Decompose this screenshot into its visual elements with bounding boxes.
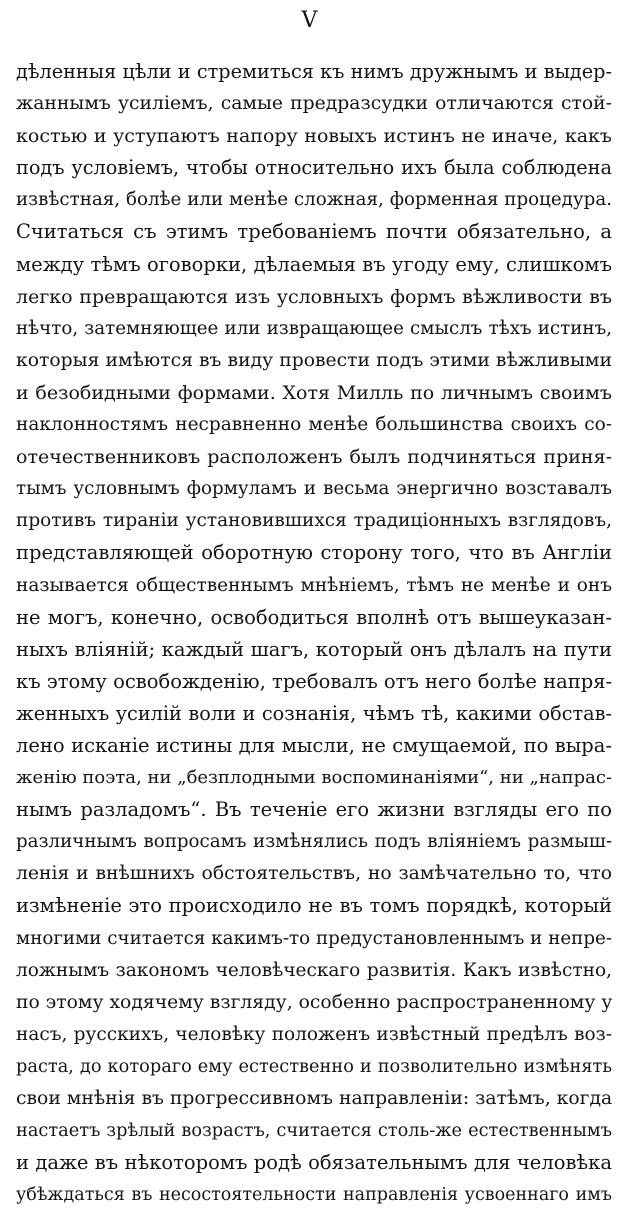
text-line: ложнымъ закономъ человѣческаго развитія. Какъ извѣстно, <box>16 959 612 981</box>
text-line: легко превращаются изъ условныхъ формъ вѣжливости въ <box>16 285 612 308</box>
text-line: убѣждаться въ несостоятельности направленія усвоеннаго имъ <box>16 1185 612 1206</box>
text-line: женію поэта, ни „безплодными воспоминаніями“, ни „напрас- <box>16 767 612 789</box>
text-line: различнымъ вопросамъ измѣнялись подъ вліяніемъ размыш- <box>16 831 612 853</box>
text-line: ленія и внѣшнихъ обстоятельствъ, но замѣчательно то, что <box>16 863 612 885</box>
text-line: свои мнѣнія въ прогрессивномъ направленіи: затѣмъ, когда <box>16 1088 612 1109</box>
page-number: V <box>301 8 319 33</box>
text-line: насъ, русскихъ, человѣку положенъ извѣстный предѣлъ воз- <box>16 1023 612 1045</box>
text-line: костью и уступаютъ напору новыхъ истинъ не иначе, какъ <box>16 125 612 148</box>
text-line: по этому ходячему взгляду, особенно распространенному у <box>16 991 612 1013</box>
text-line: называется общественнымъ мнѣніемъ, тѣмъ не менѣе и онъ <box>16 574 612 596</box>
text-line: которыя имѣются въ виду провести подъ этими вѣжливыми <box>16 349 612 371</box>
text-line: и безобидными формами. Хотя Милль по личнымъ своимъ <box>16 381 612 404</box>
text-line: жаннымъ усиліемъ, самые предразсудки отличаются стой- <box>16 93 612 115</box>
text-line: наклонностямъ несравненно менѣе большинства своихъ со- <box>16 414 612 436</box>
text-line: Считаться съ этимъ требованіемъ почти обязательно, а <box>16 220 612 244</box>
text-line: настаетъ зрѣлый возрастъ, считается столь-же естественнымъ <box>16 1121 612 1142</box>
text-line: подъ условіемъ, чтобы относительно ихъ была соблюдена <box>16 156 612 180</box>
text-line: нѣчто, затемняющее или извращающее смыслъ тѣхъ истинъ, <box>16 317 612 339</box>
text-line: лено исканіе истины для мысли, не смущаемой, по выра- <box>16 733 612 757</box>
text-line: ныхъ вліяній; каждый шагъ, который онъ дѣлалъ на пути <box>16 637 612 661</box>
text-line: дѣленныя цѣли и стремиться къ нимъ дружнымъ и выдер- <box>16 60 612 83</box>
text-line: извѣстная, болѣе или менѣе сложная, форменная процедура. <box>16 189 612 211</box>
text-line: противъ тираніи установившихся традиціонныхъ взглядовъ, <box>16 510 612 532</box>
text-line: къ этому освобожденію, требовалъ отъ него болѣе напря- <box>16 669 612 693</box>
text-line: и даже въ нѣкоторомъ родѣ обязательнымъ для человѣка <box>16 1151 612 1175</box>
text-line: не могъ, конечно, освободиться вполнѣ отъ вышеуказан- <box>16 605 612 629</box>
text-line: раста, до котораго ему естественно и позволительно измѣнять <box>16 1056 612 1077</box>
text-line: тымъ условнымъ формуламъ и весьма энергично возставалъ <box>16 478 612 500</box>
text-line: измѣненіе это происходило не въ томъ порядкѣ, который <box>16 894 612 918</box>
text-line: между тѣмъ оговорки, дѣлаемыя въ угоду ему, слишкомъ <box>16 252 612 276</box>
text-line: представляющей оборотную сторону того, что въ Англіи <box>16 541 612 565</box>
text-line: нымъ разладомъ“. Въ теченіе его жизни взгляды его по <box>16 798 612 822</box>
text-line: отечественниковъ расположенъ былъ подчиняться приня- <box>16 446 612 469</box>
text-line: женныхъ усилій воли и сознанія, чѣмъ тѣ, какими обстав- <box>16 701 612 725</box>
text-line: многими считается какимъ-то предустановленнымъ и непре- <box>16 927 612 949</box>
body-text <box>16 56 612 1211</box>
